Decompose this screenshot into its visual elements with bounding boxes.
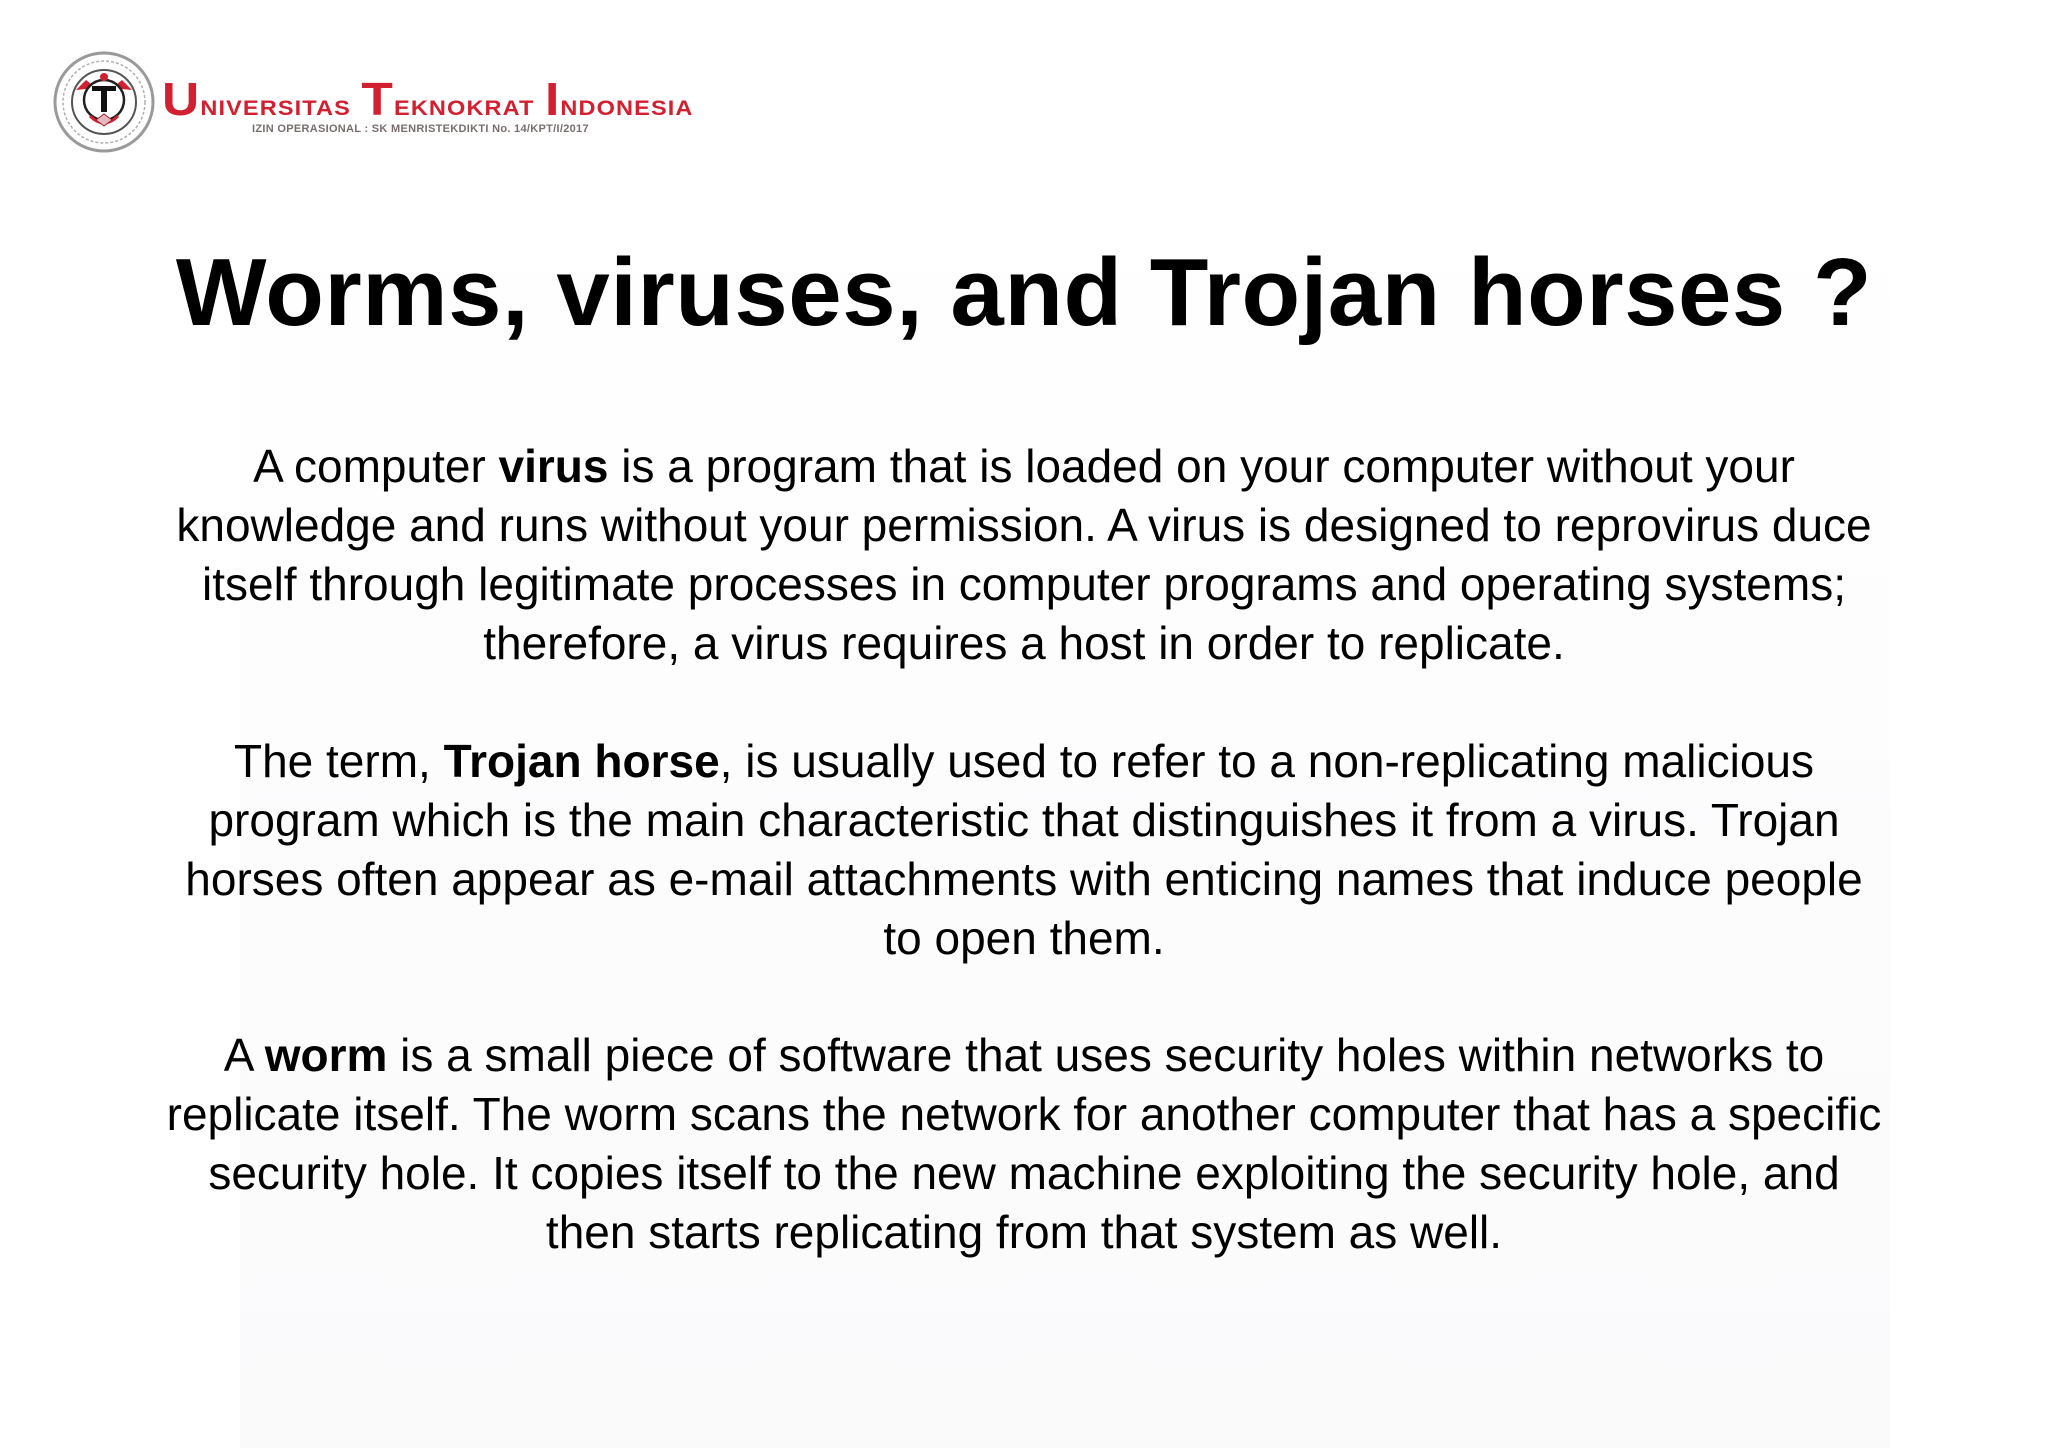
term-worm: worm <box>264 1029 388 1081</box>
logo-wordmark <box>162 72 694 126</box>
term-trojan-horse: Trojan horse <box>443 735 720 787</box>
logo-word-1: Universitas <box>162 73 351 125</box>
slide-title: Worms, viruses, and Trojan horses ? <box>175 239 1873 346</box>
paragraph-worm: A worm is a small piece of software that uses security holes within networks to replicate itself. The worm scans the network for another computer that has a specific security hole. It copies itself to the new machine exploiting the security hole, and then starts replicating from that system as well. <box>166 1029 1882 1258</box>
logo-subtitle: IZIN OPERASIONAL : SK MENRISTEKDIKTI No. 14/KPT/I/2017 <box>252 123 589 135</box>
paragraph-virus: A computer virus is a program that is loaded on your computer without your knowledge and runs without your permission. A virus is designed to reprovirus duce itself through legitimate processes in computer programs and operating systems; therefore, a virus requires a host in order to replicate. <box>176 440 1872 669</box>
logo-word-2: Teknokrat <box>361 73 535 125</box>
paragraph-trojan-horse: The term, Trojan horse, is usually used to refer to a non-replicating malicious program which is the main characteristic that distinguishes it from a virus. Trojan horses often appear as e-mail attachments with enticing names that induce people to open them. <box>185 735 1863 964</box>
university-seal-icon <box>52 50 156 154</box>
university-logo <box>52 50 802 154</box>
term-virus: virus <box>498 440 609 492</box>
logo-word-3: Indonesia <box>544 73 694 125</box>
